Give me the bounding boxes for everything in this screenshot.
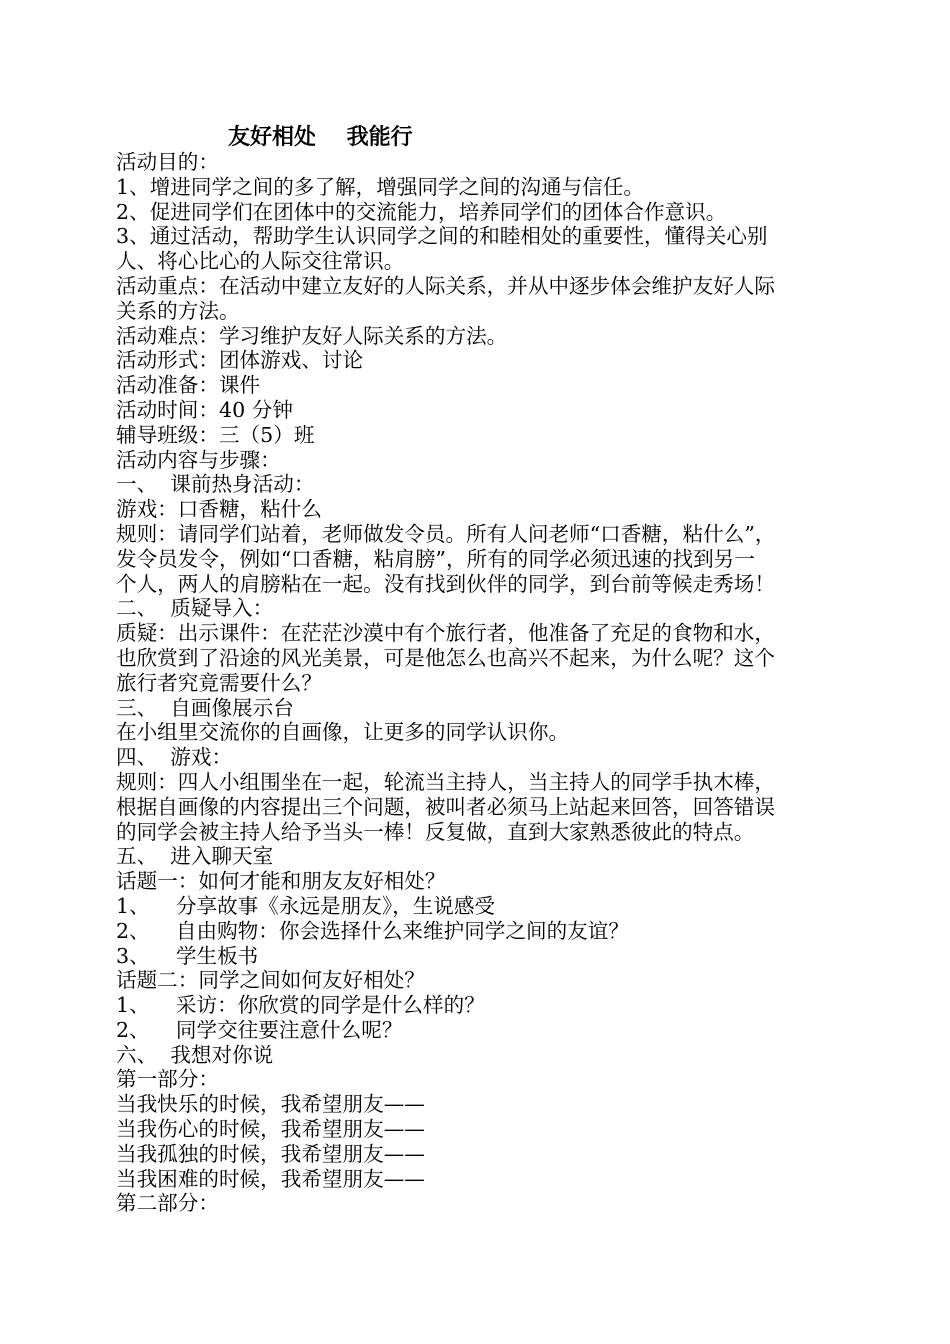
text-line: 二、 质疑导入： — [116, 596, 274, 621]
text-line: 3、 学生板书 — [116, 943, 259, 968]
text-line: 第二部分： — [116, 1191, 219, 1216]
document-body — [116, 150, 842, 1216]
text-line: 根据自画像的内容提出三个问题，被叫者必须马上站起来回答，回答错误 — [116, 794, 775, 819]
text-line: 游戏：口香糖，粘什么 — [116, 497, 322, 522]
text-line: 旅行者究竟需要什么？ — [116, 670, 322, 695]
text-line: 活动准备：课件 — [116, 373, 261, 398]
text-line: 活动目的： — [116, 150, 219, 174]
text-line: 在小组里交流你的自画像，让更多的同学认识你。 — [116, 720, 570, 745]
text-line: 规则：请同学们站着，老师做发令员。所有人问老师“口香糖，粘什么”， — [116, 521, 776, 546]
text-line: 的同学会被主持人给予当头一棒！反复做，直到大家熟悉彼此的特点。 — [116, 819, 755, 844]
text-line: 当我伤心的时候，我希望朋友—— — [116, 1117, 425, 1142]
text-line: 活动形式：团体游戏、讨论 — [116, 348, 364, 373]
text-line: 2、促进同学们在团体中的交流能力，培养同学们的团体合作意识。 — [116, 199, 727, 224]
page-title: 友好相处 我能行 — [228, 125, 413, 150]
text-line: 关系的方法。 — [116, 298, 240, 323]
text-line: 也欣赏到了沿途的风光美景，可是他怎么也高兴不起来，为什么呢？这个 — [116, 645, 775, 670]
text-line: 活动难点：学习维护友好人际关系的方法。 — [116, 323, 508, 348]
text-line: 质疑：出示课件：在茫茫沙漠中有个旅行者，他准备了充足的食物和水， — [116, 621, 775, 646]
text-line: 六、 我想对你说 — [116, 1042, 274, 1067]
text-line: 当我快乐的时候，我希望朋友—— — [116, 1092, 425, 1117]
text-line: 2、 同学交往要注意什么呢？ — [116, 1017, 403, 1042]
text-line: 话题一：如何才能和朋友友好相处？ — [116, 869, 446, 894]
text-line: 第一部分： — [116, 1067, 219, 1092]
text-line: 当我孤独的时候，我希望朋友—— — [116, 1141, 425, 1166]
text-line: 1、 采访：你欣赏的同学是什么样的？ — [116, 993, 485, 1018]
text-line: 1、增进同学之间的多了解，增强同学之间的沟通与信任。 — [116, 174, 644, 199]
text-line: 活动时间：40 分钟 — [116, 397, 293, 422]
text-line: 人、将心比心的人际交往常识。 — [116, 249, 405, 274]
text-line: 辅导班级：三（5）班 — [116, 422, 315, 447]
text-line: 2、 自由购物：你会选择什么来维护同学之间的友谊？ — [116, 918, 629, 943]
text-line: 活动重点：在活动中建立友好的人际关系，并从中逐步体会维护友好人际 — [116, 273, 775, 298]
text-line: 1、 分享故事《永远是朋友》，生说感受 — [116, 893, 496, 918]
text-line: 发令员发令，例如“口香糖，粘肩膀”，所有的同学必须迅速的找到另一 — [116, 546, 755, 571]
text-line: 四、 游戏： — [116, 745, 233, 770]
text-line: 五、 进入聊天室 — [116, 844, 274, 869]
text-line: 个人，两人的肩膀粘在一起。没有找到伙伴的同学，到台前等候走秀场！ — [116, 571, 775, 596]
text-line: 规则：四人小组围坐在一起，轮流当主持人，当主持人的同学手执木棒， — [116, 769, 775, 794]
text-line: 活动内容与步骤： — [116, 447, 281, 472]
text-line: 话题二：同学之间如何友好相处？ — [116, 968, 425, 993]
text-line: 一、 课前热身活动： — [116, 472, 315, 497]
text-line: 三、 自画像展示台 — [116, 695, 294, 720]
text-line: 当我困难的时候，我希望朋友—— — [116, 1166, 425, 1191]
text-line: 3、通过活动，帮助学生认识同学之间的和睦相处的重要性，懂得关心别 — [116, 224, 768, 249]
